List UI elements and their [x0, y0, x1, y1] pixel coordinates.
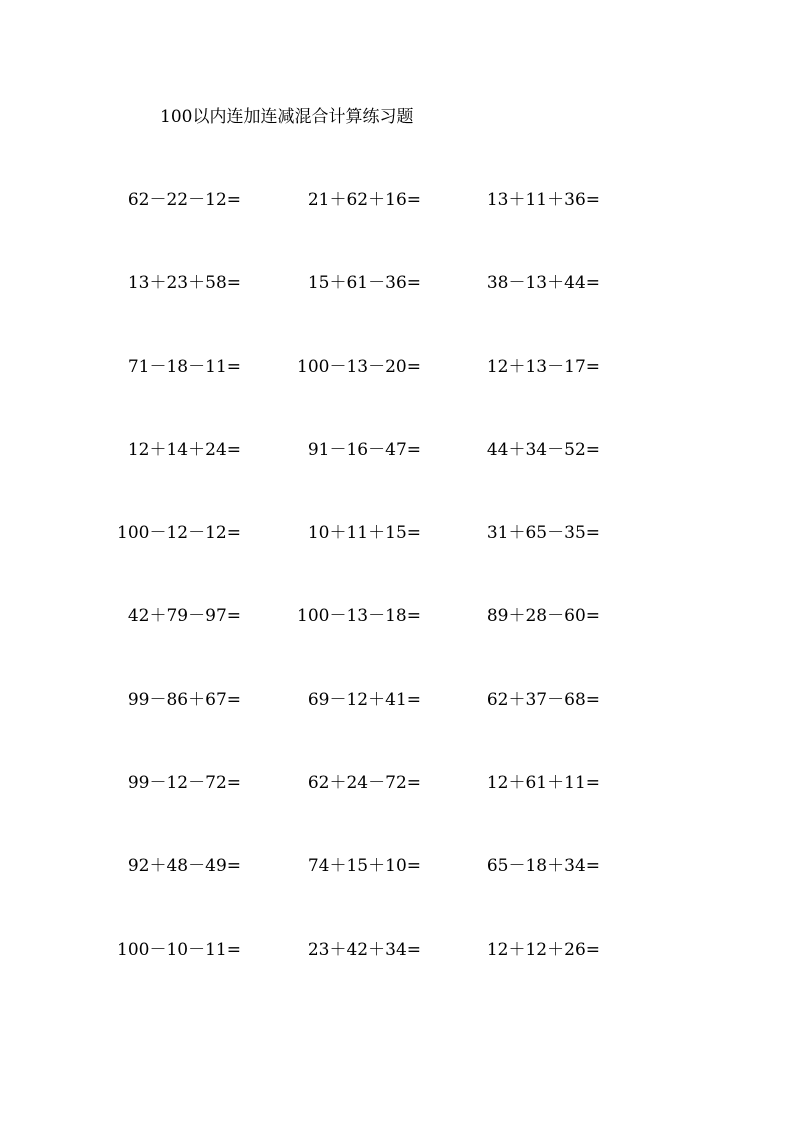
problem: 23＋42＋34=: [307, 939, 421, 960]
problem: 92＋48－49=: [127, 856, 241, 877]
problem: 44＋34－52=: [486, 439, 600, 460]
problem: 99－12－72=: [127, 773, 241, 794]
problem: 100－12－12=: [117, 523, 241, 544]
problem-row: [0, 439, 794, 522]
problem: 100－13－20=: [297, 356, 421, 377]
problem: 71－18－11=: [127, 356, 241, 377]
problem: 12＋61＋11=: [486, 773, 600, 794]
problem: 99－86＋67=: [127, 689, 241, 710]
problem-row: [0, 689, 794, 772]
problem-row: [0, 356, 794, 439]
problem: 65－18＋34=: [486, 856, 600, 877]
problem-grid: [0, 189, 794, 1022]
problem: 100－10－11=: [117, 939, 241, 960]
problem: 12＋14＋24=: [127, 439, 241, 460]
problem-row: [0, 189, 794, 272]
problem: 12＋13－17=: [486, 356, 600, 377]
problem: 10＋11＋15=: [307, 523, 421, 544]
problem: 13＋11＋36=: [486, 190, 600, 210]
problem: 12＋12＋26=: [486, 939, 600, 960]
problem: 91－16－47=: [307, 439, 421, 460]
problem: 13＋23＋58=: [127, 273, 241, 294]
problem: 62＋37－68=: [486, 689, 600, 710]
worksheet-title: 100以内连加连减混合计算练习题: [160, 107, 414, 127]
problem: 74＋15＋10=: [307, 856, 421, 877]
problem: 31＋65－35=: [486, 523, 600, 544]
problem-row: [0, 272, 794, 355]
problem-row: [0, 605, 794, 688]
problem: 15＋61－36=: [307, 273, 421, 294]
problem: 100－13－18=: [297, 606, 421, 627]
problem-row: [0, 772, 794, 855]
problem: 21＋62＋16=: [307, 190, 421, 210]
problem-row: [0, 939, 794, 1022]
problem-row: [0, 855, 794, 938]
problem: 38－13＋44=: [486, 273, 600, 294]
problem: 69－12＋41=: [307, 689, 421, 710]
problem: 89＋28－60=: [486, 606, 600, 627]
problem: 62＋24－72=: [307, 773, 421, 794]
problem-row: [0, 522, 794, 605]
problem: 62－22－12=: [127, 190, 241, 210]
problem: 42＋79－97=: [127, 606, 241, 627]
